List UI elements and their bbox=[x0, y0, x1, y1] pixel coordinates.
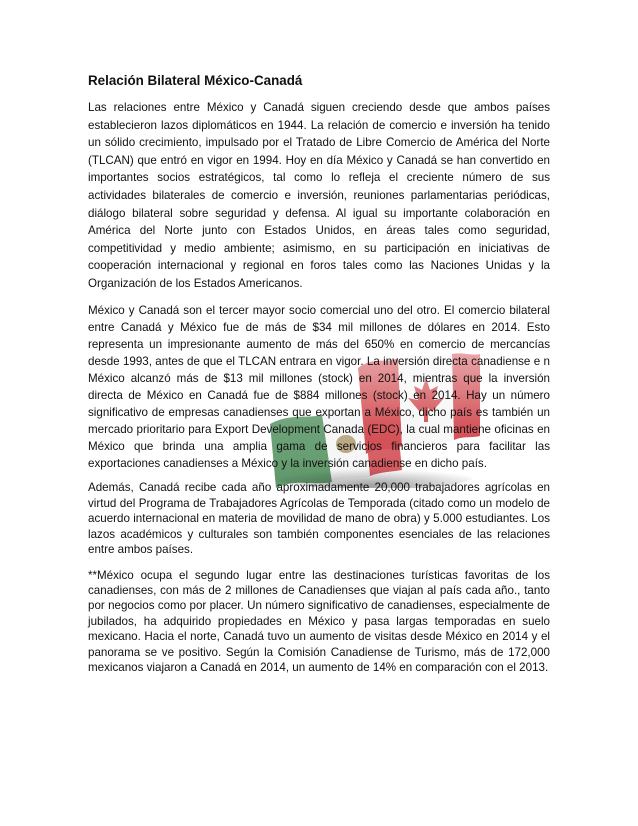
paragraph-trade: México y Canadá son el tercer mayor socio comercial uno del otro. El comercio bilateral entre Canadá y México fue de más de $34 mil millones de dólares en 2014. Esto representa un impresionante aumento de más del 650% en comercio de mercancías desde 1993, antes de que el TLCAN entrara en vigor. La inversión directa canadiense e n México alcanzó más de $13 mil millones (stock) en 2014, mientras que la inversión directa de México en Canadá fue de $884 millones (stock) en 2014. Hay un número significativo de empresas canadienses que exportan a México, dicho país es también un mercado prioritario para Export Development Canada (EDC), la cual mantiene oficinas en México que brinda una amplia gama de servicios financieros para facilitar las exportaciones canadienses a México y la inversión canadiense en dicho país. bbox=[88, 303, 550, 471]
document-title: Relación Bilateral México-Canadá bbox=[88, 73, 303, 88]
paragraph-relations: Las relaciones entre México y Canadá siguen creciendo desde que ambos países establecieron lazos diplomáticos en 1944. La relación de comercio e inversión ha tenido un sólido crecimiento, impulsado por el Tratado de Libre Comercio de América del Norte (TLCAN) que entró en vigor en 1994. Hoy en día México y Canadá se han convertido en importantes socios estratégicos, tal como lo refleja el creciente número de sus actividades bilaterales de comercio e inversión, reuniones parlamentarias periódicas, diálogo bilateral sobre seguridad y defensa. Al igual su importante colaboración en América del Norte junto con Estados Unidos, en áreas tales como seguridad, competitividad y medio ambiente; asimismo, en su participación en iniciativas de cooperación internacional y regional en foros tales como las Naciones Unidas y la Organización de los Estados Americanos. bbox=[88, 101, 550, 290]
paragraph-tourism: **México ocupa el segundo lugar entre las destinaciones turísticas favoritas de los canadienses, con más de 2 millones de Canadienses que viajan al país cada año., tanto por negocios como por placer. Un número significativo de canadienses, especialmente de jubilados, ha adquirido propiedades en México y pasa largas temporadas en suelo mexicano. Hacia el norte, Canadá tuvo un aumento de visitas desde México en 2014 y el panorama se ve positivo. Según la Comisión Canadiense de Turismo, más de 172,000 mexicanos viajaron a Canadá en 2014, un aumento de 14% en comparación con el 2013. bbox=[88, 568, 550, 674]
document-body bbox=[88, 72, 550, 685]
paragraph-workers: Además, Canadá recibe cada año aproximadamente 20,000 trabajadores agrícolas en virtud del Programa de Trabajadores Agrícolas de Temporada (citado como un modelo de acuerdo internacional en materia de movilidad de mano de obra) y 5.000 estudiantes. Los lazos académicos y culturales son también componentes esenciales de las relaciones entre ambos países. bbox=[88, 481, 550, 557]
